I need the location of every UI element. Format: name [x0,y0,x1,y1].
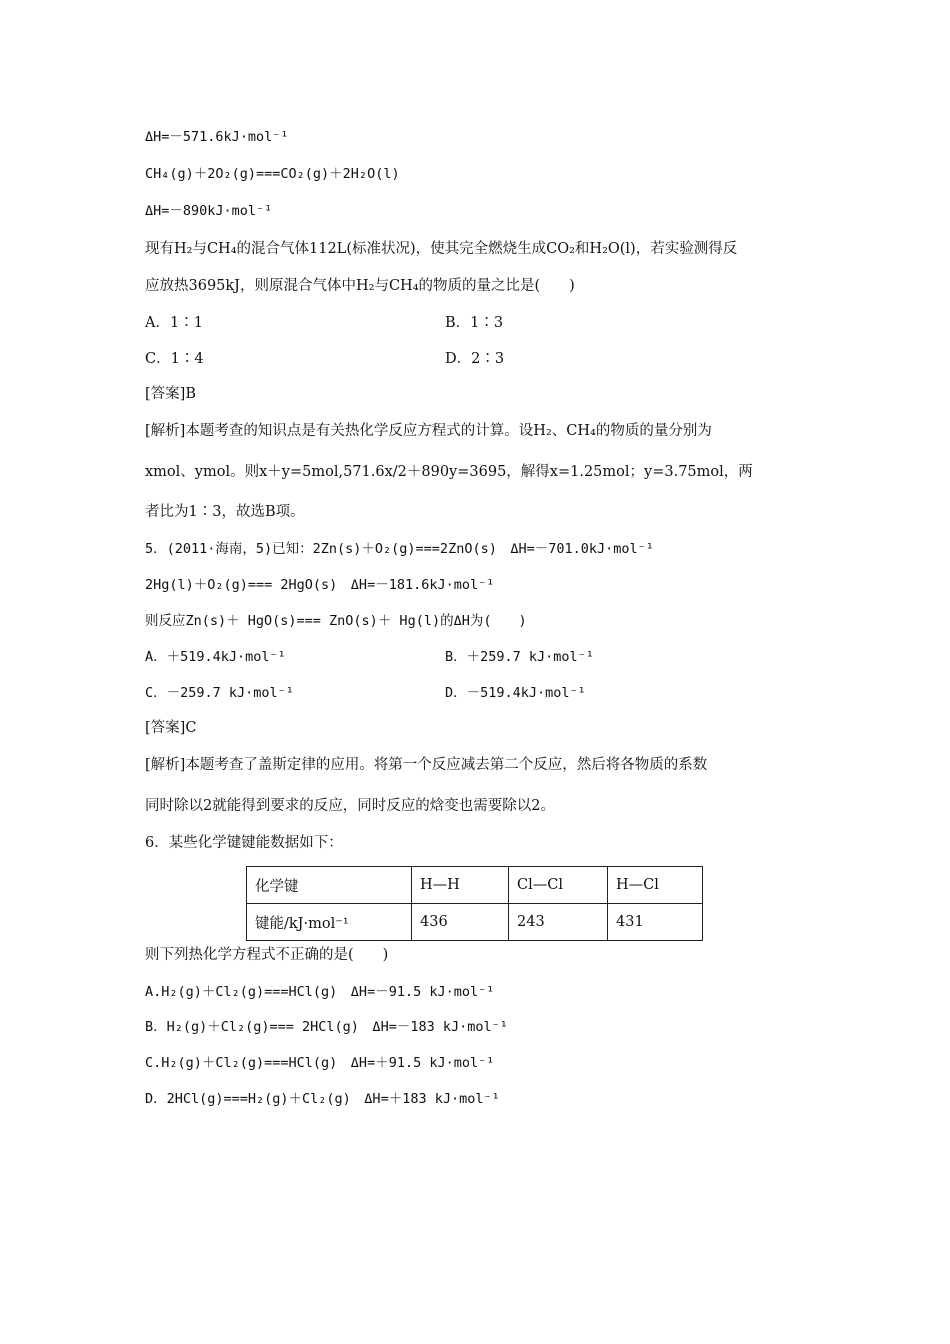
answer-4: [答案]B [145,386,196,402]
line-dh-ch4: ΔH=－890kJ·mol⁻¹ [145,203,273,219]
q4-option-c: C．1∶4 [145,351,204,367]
explanation-4-line-2: xmol、ymol。则x＋y=5mol,571.6x/2＋890y=3695，解得x=1.25mol；y=3.75mol，两 [145,464,753,480]
table-cell: 431 [608,904,703,941]
explanation-4-line-3: 者比为1∶3，故选B项。 [145,504,305,520]
q4-option-d: D．2∶3 [445,351,505,367]
explanation-4-line-1: [解析]本题考查的知识点是有关热化学反应方程式的计算。设H₂、CH₄的物质的量分别为 [145,423,712,439]
question-6-title: 6．某些化学键键能数据如下： [145,835,343,851]
q4-option-b: B．1∶3 [445,315,504,331]
question-5-options-row-2 [145,684,805,702]
table-cell: 243 [509,904,608,941]
bond-energy-table [246,866,703,941]
q6-option-c: C.H₂(g)＋Cl₂(g)===HCl(g) ΔH=＋91.5 kJ·mol⁻¹ [145,1055,495,1071]
q4-option-a: A．1∶1 [145,315,203,331]
table-header-cell: Cl—Cl [509,867,608,904]
q5-option-b: B．＋259.7 kJ·mol⁻¹ [445,649,594,665]
question-5-line-2: 2Hg(l)＋O₂(g)=== 2HgO(s) ΔH=－181.6kJ·mol⁻¹ [145,577,495,593]
q5-option-c: C．－259.7 kJ·mol⁻¹ [145,685,294,701]
question-5-line-1: 5．(2011·海南，5)已知：2Zn(s)＋O₂(g)===2ZnO(s) ΔH=－701.0kJ·mol⁻¹ [145,541,654,557]
table-cell: 键能/kJ·mol⁻¹ [247,904,412,941]
q6-option-b: B．H₂(g)＋Cl₂(g)=== 2HCl(g) ΔH=－183 kJ·mol⁻¹ [145,1019,508,1035]
table-header-cell: H—H [412,867,509,904]
q5-option-d: D．－519.4kJ·mol⁻¹ [445,685,586,701]
q6-option-d: D．2HCl(g)===H₂(g)＋Cl₂(g) ΔH=＋183 kJ·mol⁻¹ [145,1091,500,1107]
question-5-options-row-1 [145,648,805,666]
question-4-options-row-1 [145,314,805,332]
question-5-line-3: 则反应Zn(s)＋ HgO(s)=== ZnO(s)＋ Hg(l)的ΔH为( ) [145,613,527,629]
explanation-5-line-1: [解析]本题考查了盖斯定律的应用。将第一个反应减去第二个反应，然后将各物质的系数 [145,757,708,773]
line-ch4-equation: CH₄(g)＋2O₂(g)===CO₂(g)＋2H₂O(l) [145,166,400,182]
table-header-row [247,867,703,904]
line-dh-h2: ΔH=－571.6kJ·mol⁻¹ [145,129,289,145]
answer-5: [答案]C [145,720,197,736]
question-6-prompt: 则下列热化学方程式不正确的是( ) [145,947,389,963]
table-header-cell: H—Cl [608,867,703,904]
table-cell: 436 [412,904,509,941]
question-4-options-row-2 [145,350,805,368]
table-header-cell: 化学键 [247,867,412,904]
q5-option-a: A．＋519.4kJ·mol⁻¹ [145,649,286,665]
q6-option-a: A.H₂(g)＋Cl₂(g)===HCl(g) ΔH=－91.5 kJ·mol⁻¹ [145,984,495,1000]
question-4-line-1: 现有H₂与CH₄的混合气体112L(标准状况)，使其完全燃烧生成CO₂和H₂O(l)，若实验测得反 [145,241,738,257]
question-4-line-2: 应放热3695kJ，则原混合气体中H₂与CH₄的物质的量之比是( ) [145,278,575,294]
explanation-5-line-2: 同时除以2就能得到要求的反应，同时反应的焓变也需要除以2。 [145,798,555,814]
table-row [247,904,703,941]
